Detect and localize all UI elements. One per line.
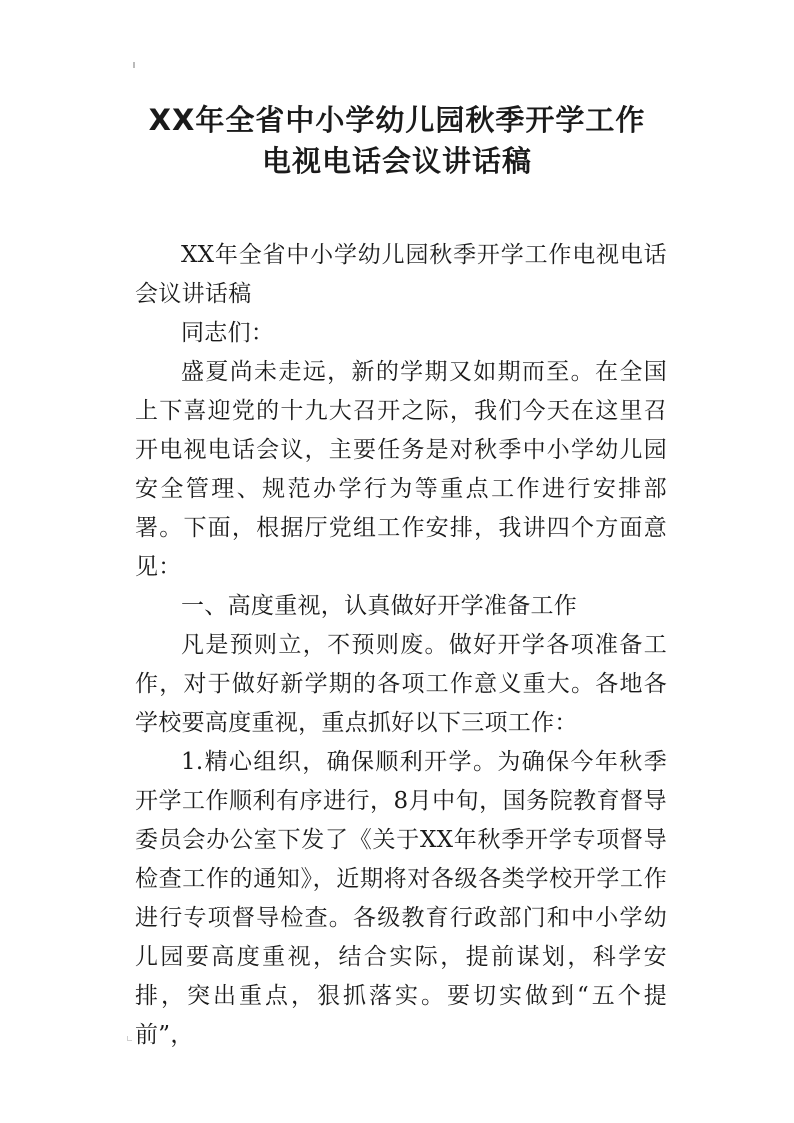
title-line-2: 电视电话会议讲话稿 xyxy=(261,144,532,178)
subtitle-paragraph: XX年全省中小学幼儿园秋季开学工作电视电话会议讲话稿 xyxy=(135,242,667,307)
body-paragraph: 盛夏尚未走远，新的学期又如期而至。在全国上下喜迎党的十九大召开之际，我们今天在这里召开电视电话会议，主要任务是对秋季中小学幼儿园安全管理、规范办学行为等重点工作进行安排部署。下面，根据厅党组工作安排，我讲四个方面意见： xyxy=(135,359,667,580)
body-paragraph: 1.精心组织，确保顺利开学。为确保今年秋季开学工作顺利有序进行，8月中旬，国务院教育督导委员会办公室下发了《关于XX年秋季开学专项督导检查工作的通知》，近期将对各级各类学校开学工作进行专项督导检查。各级教育行政部门和中小学幼儿园要高度重视，结合实际，提前谋划，科学安排，突出重点，狠抓落实。要切实做到“五个提前”， xyxy=(135,749,667,1048)
body-paragraph: 凡是预则立，不预则废。做好开学各项准备工作，对于做好新学期的各项工作意义重大。各地各学校要高度重视，重点抓好以下三项工作： xyxy=(135,632,667,736)
page-corner-mark-bottom xyxy=(127,1036,132,1041)
section-heading: 一、高度重视，认真做好开学准备工作 xyxy=(181,593,578,619)
page-corner-mark xyxy=(133,62,135,68)
title-line-1: XX年全省中小学幼儿园秋季开学工作 xyxy=(148,103,646,137)
document-body xyxy=(135,236,667,1055)
salutation: 同志们： xyxy=(181,320,275,346)
document-title xyxy=(0,100,794,182)
